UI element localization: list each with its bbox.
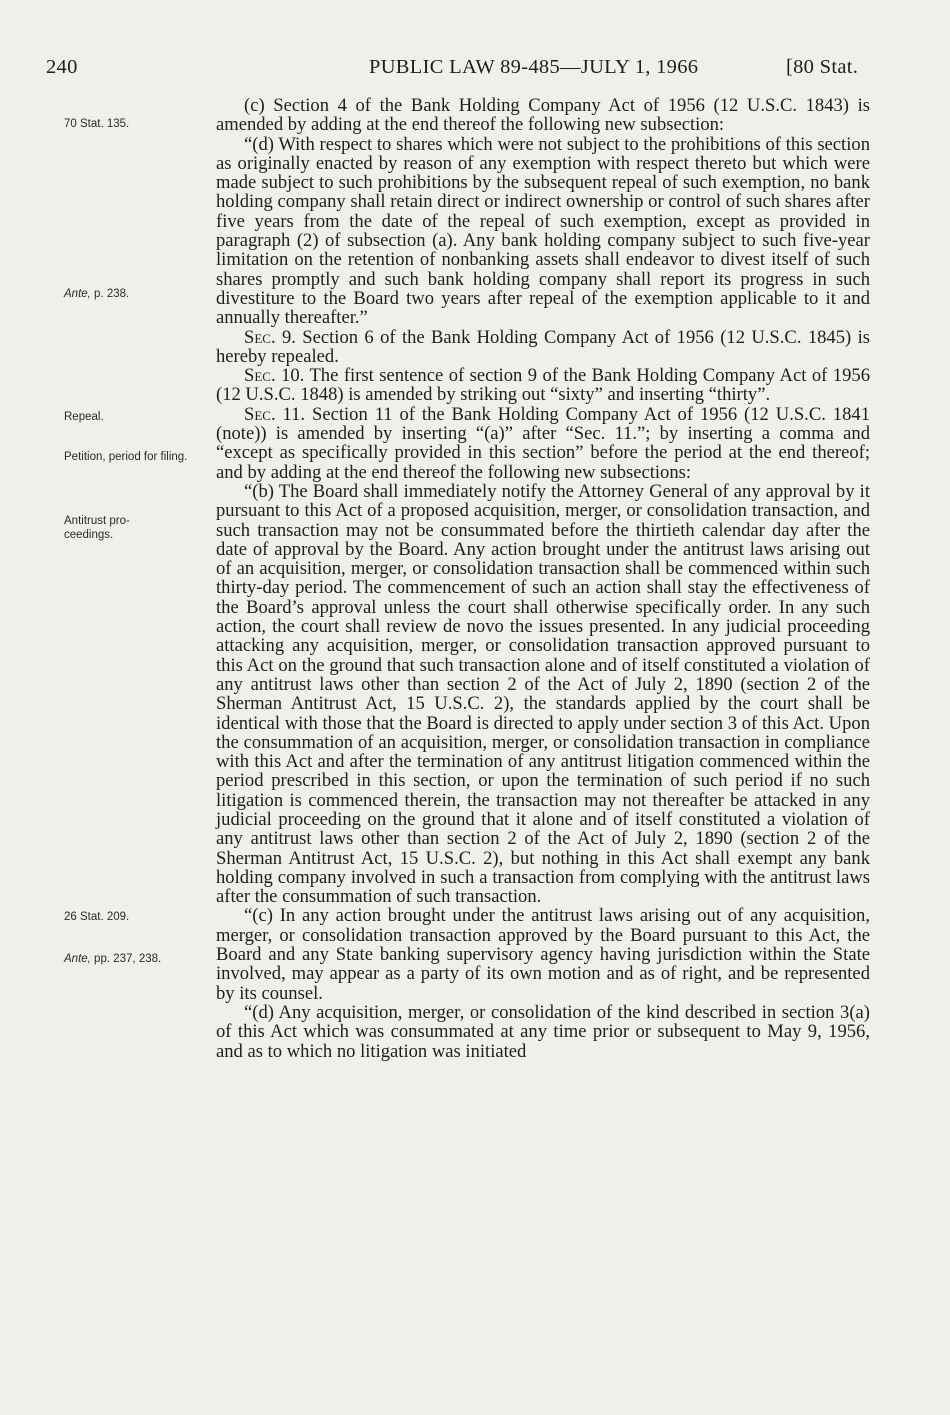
margin-note: Ante, pp. 237, 238. — [64, 953, 162, 965]
paragraph: “(d) Any acquisition, merger, or consolidation of the kind described in section 3(a) of this Act which was consummated at any time prior or subsequent to May 9, 1956, and as to which no litigation was initiated — [216, 1001, 870, 1062]
margin-note: Ante, p. 238. — [64, 288, 130, 300]
paragraph: “(d) With respect to shares which were not subject to the prohibitions of this section as originally enacted by reason of any exemption with respect thereto but which were made subject to such prohibitions by the subsequent repeal of such exemption, no bank holding company shall retain direct or indirect ownership or control of such shares after five years from the date of the repeal of such exemption, except as provided in paragraph (2) of subsection (a). Any bank holding company subject to such five-year limitation on the retention of nonbanking assets shall endeavor to divest itself of such shares promptly and such bank holding company shall report its progress in such divestiture to the Board two years after repeal of the exemption applicable to it and annually thereafter.” — [216, 133, 870, 329]
margin-note: Repeal. — [64, 411, 104, 423]
paragraph: Sec. 10. The first sentence of section 9 of the Bank Holding Company Act of 1956 (12 U.S.C. 1848) is amended by striking out “sixty” and inserting “thirty”. — [216, 365, 870, 406]
running-head: PUBLIC LAW 89-485—JULY 1, 1966 — [369, 56, 699, 78]
paragraph: “(b) The Board shall immediately notify the Attorney General of any approval by it pursuant to this Act of a proposed acquisition, merger, or consolidation transaction, and such transaction may not be consummated before the thirtieth calendar day after the date of approval by the Board. Any action brought under the antitrust laws arising out of an acquisition, merger, or consolidation transaction shall be commenced within such thirty-day period. The commencement of such an action shall stay the effectiveness of the Board’s approval unless the court shall otherwise specifically order. In any such action, the court shall review de novo the issues presented. In any judicial proceeding attacking any acquisition, merger, or consolidation transaction approved pursuant to this Act on the ground that such transaction alone and of itself constituted a violation of any antitrust laws other than section 2 of the Act of July 2, 1890 (section 2 of the Sherman Antitrust Act, 15 U.S.C. 2), the standards applied by the court shall be identical with those that the Board is directed to apply under section 3 of this Act. Upon the consummation of an acquisition, merger, or consolidation transaction in compliance with this Act and after the termination of any antitrust litigation commenced within the period prescribed in this section, or upon the termination of such period if no such litigation is commenced therein, the transaction may not thereafter be attacked in any judicial proceeding on the ground that it alone and of itself constituted a violation of any antitrust laws other than section 2 of the Act of July 2, 1890 (section 2 of the Sherman Antitrust Act, 15 U.S.C. 2), but nothing in this Act shall exempt any bank holding company involved in such a transaction from complying with the antitrust laws after the consummation of such transaction. — [216, 480, 870, 908]
page-header — [0, 54, 950, 84]
margin-note: Antitrust pro- ceedings. — [64, 515, 130, 541]
body-text — [216, 96, 870, 1061]
page-number: 240 — [46, 56, 78, 78]
paragraph: (c) Section 4 of the Bank Holding Company Act of 1956 (12 U.S.C. 1843) is amended by adding at the end thereof the following new subsection: — [216, 95, 870, 136]
paragraph: Sec. 11. Section 11 of the Bank Holding Company Act of 1956 (12 U.S.C. 1841 (note)) is amended by inserting “(a)” after “Sec. 11.”; by inserting a comma and “except as specifically provided in this section” before the period at the end thereof; and by adding at the end thereof the following new subsections: — [216, 403, 870, 483]
margin-note: 70 Stat. 135. — [64, 118, 130, 130]
margin-note: 26 Stat. 209. — [64, 911, 130, 923]
statute-reference: [80 Stat. — [786, 56, 859, 78]
paragraph: “(c) In any action brought under the antitrust laws arising out of any acquisition, merger, or consolidation transaction approved by the Board pursuant to this Act, the Board and any State banking supervisory agency having jurisdiction within the State involved, may appear as a party of its own motion and as of right, and be represented by its counsel. — [216, 905, 870, 1004]
margin-note: Petition, period for filing. — [64, 451, 188, 463]
paragraph: Sec. 9. Section 6 of the Bank Holding Company Act of 1956 (12 U.S.C. 1845) is hereby repealed. — [216, 326, 870, 367]
